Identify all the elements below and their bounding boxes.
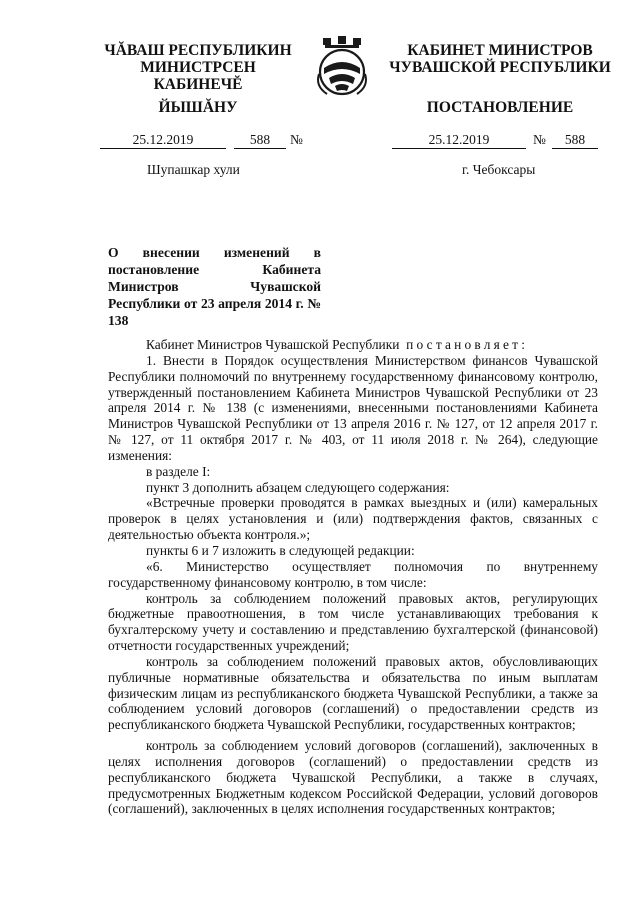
header-right-line1: КАБИНЕТ МИНИСТРОВ xyxy=(407,42,593,59)
registration-right xyxy=(392,133,602,149)
header-right-org xyxy=(388,42,612,76)
body-paragraph: 1. Внести в Порядок осуществления Министерством финансов Чувашской Республики полномочий по внутреннему государственному финансовому контролю, утвержденный постановлением Кабинета Министров Чувашской Республики от 23 апреля 2014 г. № 138 (с изменениями, внесенными постановлениями Кабинета Министров Чувашской Республики от 13 апреля 2016 г. № 127, от 12 апреля 2017 г. № 127, от 11 октября 2017 г. № 403, от 11 июля 2018 г. № 264), следующие изменения: xyxy=(108,352,598,463)
left-date: 25.12.2019 xyxy=(100,132,226,149)
body-paragraph: пункты 6 и 7 изложить в следующей редакции: xyxy=(146,542,415,558)
header-left-line1: ЧĂВАШ РЕСПУБЛИКИН xyxy=(104,42,292,59)
header-right-line2: ЧУВАШСКОЙ РЕСПУБЛИКИ xyxy=(389,59,611,76)
registration-left xyxy=(100,132,303,149)
body-paragraph: «Встречные проверки проводятся в рамках выездных и (или) камеральных проверок в целях установления и (или) подтверждения фактов, связанных с деятельностью объекта контроля.»; xyxy=(108,495,598,543)
body-paragraph: «6. Министерство осуществляет полномочия по внутреннему государственному финансовому контролю, в том числе: xyxy=(108,558,598,590)
body-paragraph: контроль за соблюдением положений правовых актов, обусловливающих публичные нормативные обязательства и обязательства по иным выплатам физическим лицам из республиканского бюджета Чувашской Республики, а также за соблюдением условий договоров (соглашений) о предоставлении средств из республиканского бюджета Чувашской Республики, государственных контрактов; xyxy=(108,653,598,733)
right-number: 588 xyxy=(552,132,598,149)
intro-verb: постановляет: xyxy=(406,337,529,352)
header-left-line2: МИНИСТРСЕН КАБИНЕЧĔ xyxy=(140,59,256,93)
left-number: 588 xyxy=(234,132,286,149)
header-left-title: ЙЫШĂНУ xyxy=(158,99,238,116)
document-subject: О внесении изменений в постановление Кабинета Министров Чувашской Республики от 23 апреля 2014 г. № 138 xyxy=(108,245,321,328)
header-left-org xyxy=(100,42,296,93)
body-paragraph: контроль за соблюдением положений правовых актов, регулирующих бюджетные правоотношения, в том числе устанавливающих требования к бухгалтерскому учету и составлению и представлению бухгалтерской (финансовой) отчетности государственных учреждений; xyxy=(108,590,598,654)
place-left: Шупашкар хули xyxy=(147,162,240,177)
left-number-sign: № xyxy=(290,132,303,147)
right-number-sign: № xyxy=(533,132,546,147)
body-paragraph: пункт 3 дополнить абзацем следующего содержания: xyxy=(146,479,450,495)
right-date: 25.12.2019 xyxy=(392,132,526,149)
place-right: г. Чебоксары xyxy=(462,162,536,177)
header-right-title: ПОСТАНОВЛЕНИЕ xyxy=(426,99,574,116)
coat-of-arms-emblem xyxy=(309,34,375,100)
body-paragraph: контроль за соблюдением условий договоров (соглашений), заключенных в целях исполнения договоров (соглашений) о предоставлении средств из республиканского бюджета Чувашской Республики, а также в случаях, предусмотренных Бюджетным кодексом Российской Федерации, условий договоров (соглашений), заключенных в целях исполнения государственных контрактов; xyxy=(108,738,598,817)
body-paragraph: в разделе I: xyxy=(146,463,211,479)
document-body xyxy=(108,337,598,817)
body-intro: Кабинет Министров Чувашской Республики постановляет: xyxy=(146,337,529,352)
